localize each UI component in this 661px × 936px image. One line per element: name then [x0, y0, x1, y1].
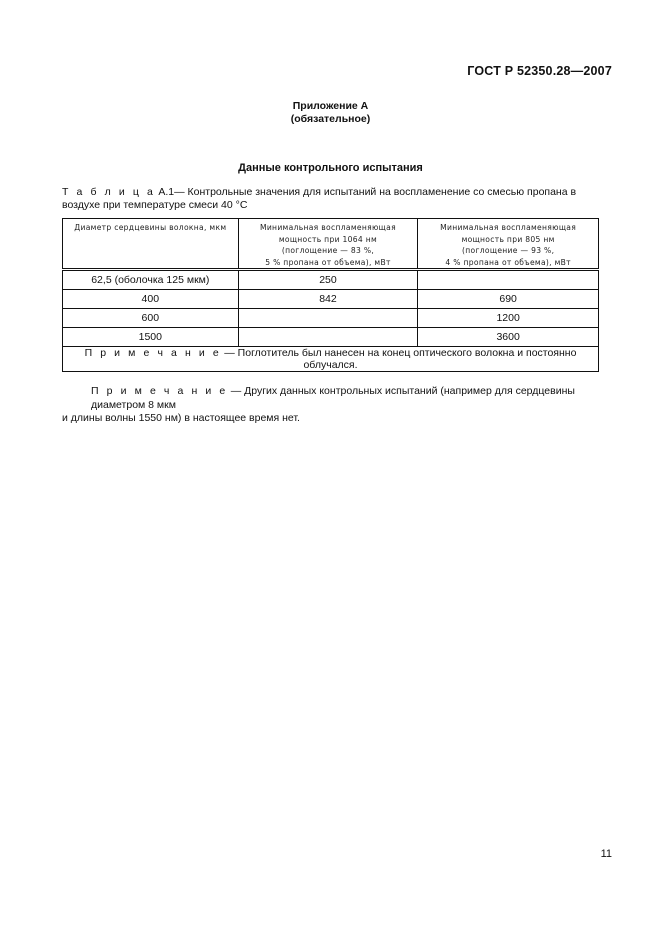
table-note-text: — Поглотитель был нанесен на конец оптического волокна и постоянно облучался. — [221, 347, 577, 371]
footnote — [62, 385, 604, 426]
table-row — [63, 328, 599, 347]
table-cell: 1200 — [418, 309, 599, 328]
table-header-row — [63, 219, 599, 270]
table-note — [63, 347, 599, 372]
table-cell: 1500 — [63, 328, 239, 347]
page-number: 11 — [600, 848, 612, 860]
table-cell: 62,5 (оболочка 125 мкм) — [63, 270, 239, 290]
standard-code: ГОСТ Р 52350.28—2007 — [467, 64, 612, 78]
table-caption-text: — Контрольные значения для испытаний на воспламенение со смесью пропана в воздухе при температуре смеси 40 °С — [62, 186, 577, 211]
footnote-text-line2: и длины волны 1550 нм) в настоящее время нет. — [62, 412, 300, 424]
column-header-power-1064: Минимальная воспламеняющая мощность при 1064 нм (поглощение — 83 %, 5 % пропана от объема), мВт — [238, 219, 418, 270]
table-cell: 600 — [63, 309, 239, 328]
table-cell: 400 — [63, 290, 239, 309]
table-cell: 690 — [418, 290, 599, 309]
table-row — [63, 290, 599, 309]
table-row — [63, 309, 599, 328]
table-note-label: П р и м е ч а н и е — [84, 347, 222, 359]
table-cell: 3600 — [418, 328, 599, 347]
table-caption-label: Т а б л и ц а — [62, 186, 156, 198]
table-row — [63, 270, 599, 290]
table-cell — [238, 309, 418, 328]
footnote-text-line1: — Других данных контрольных испытаний (например для сердцевины диаметром 8 мкм — [91, 385, 575, 411]
column-header-power-805: Минимальная воспламеняющая мощность при 805 нм (поглощение — 93 %, 4 % пропана от объема), мВт — [418, 219, 599, 270]
appendix-status: (обязательное) — [290, 113, 371, 125]
table-cell — [418, 270, 599, 290]
table-note-row — [63, 347, 599, 372]
table-cell: 842 — [238, 290, 418, 309]
appendix-title: Приложение А — [292, 100, 369, 112]
table-caption-number: А.1 — [155, 186, 175, 198]
column-header-core-diameter: Диаметр сердцевины волокна, мкм — [63, 219, 239, 270]
section-title: Данные контрольного испытания — [238, 162, 423, 174]
table-cell — [238, 328, 418, 347]
table-cell: 250 — [238, 270, 418, 290]
table-caption — [62, 186, 602, 212]
footnote-label: П р и м е ч а н и е — [91, 385, 228, 397]
data-table — [62, 218, 599, 372]
